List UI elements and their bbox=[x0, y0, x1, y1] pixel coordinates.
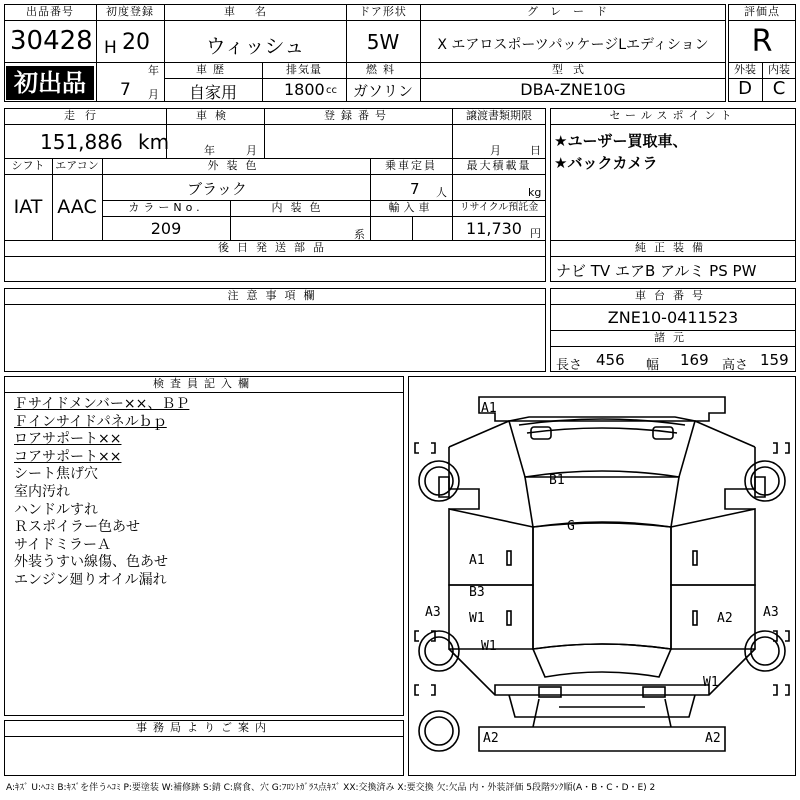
mark-a2-bottom-right: A2 bbox=[705, 731, 721, 746]
mark-a1-left: A1 bbox=[469, 553, 485, 568]
interior-color-label: 内装色 bbox=[271, 201, 329, 214]
grade-label: グレード bbox=[527, 5, 619, 18]
displacement-unit: cc bbox=[326, 85, 337, 96]
deadline-label: 譲渡書類期限 bbox=[466, 109, 532, 122]
inspection-label: 車検 bbox=[196, 109, 234, 122]
mark-b1: B1 bbox=[549, 473, 565, 488]
inspection-month-unit: 月 bbox=[246, 144, 257, 157]
capacity-label: 乗車定員 bbox=[385, 159, 437, 172]
mileage-value: 151,886 bbox=[40, 130, 123, 154]
interior-label: 内装 bbox=[768, 63, 790, 76]
capacity-value: 7 bbox=[410, 180, 420, 198]
aircon-value: AAC bbox=[57, 196, 97, 218]
car-name-label: 車名 bbox=[224, 5, 286, 18]
score-value: R bbox=[751, 24, 773, 59]
reg-year: 20 bbox=[122, 30, 150, 55]
recycle-fee: 11,730 bbox=[466, 219, 522, 238]
inspector-note: コアサポート×× bbox=[14, 448, 122, 465]
recycle-label: リサイクル預託金 bbox=[459, 202, 539, 213]
office-label: 事務局よりご案内 bbox=[136, 721, 272, 734]
reg-no-label: 登録番号 bbox=[324, 109, 392, 122]
deadline-day-unit: 日 bbox=[530, 144, 541, 157]
color-number: 209 bbox=[150, 219, 182, 238]
exterior-color-label: 外装色 bbox=[207, 159, 265, 172]
reg-month: 7 bbox=[120, 80, 131, 100]
mark-a1-top: A1 bbox=[481, 401, 497, 416]
height-label: 高さ bbox=[722, 358, 749, 373]
capacity-unit: 人 bbox=[436, 186, 447, 199]
inspector-label: 検査員記入欄 bbox=[153, 377, 255, 390]
car-history: 自家用 bbox=[188, 83, 237, 102]
era: H bbox=[104, 38, 117, 58]
first-listing-badge: 初出品 bbox=[6, 66, 94, 100]
recycle-unit: 円 bbox=[530, 227, 541, 240]
inspector-note: ハンドルすれ bbox=[14, 501, 98, 518]
exterior-color: ブラック bbox=[187, 180, 247, 198]
height-value: 159 bbox=[760, 351, 789, 369]
model-code-label: 型式 bbox=[552, 63, 594, 76]
fuel-type: ガソリン bbox=[352, 82, 413, 100]
mark-a2-right: A2 bbox=[717, 611, 733, 626]
exterior-score: D bbox=[738, 78, 752, 99]
sales-point-1: ★ユーザー買取車、 bbox=[554, 132, 688, 150]
width-value: 169 bbox=[680, 351, 709, 369]
import-label: 輸入車 bbox=[388, 201, 434, 214]
color-no-label: カラーNo. bbox=[128, 201, 204, 214]
lot-number: 30428 bbox=[10, 26, 93, 56]
deadline-month-unit: 月 bbox=[490, 144, 501, 157]
mark-w1-a: W1 bbox=[469, 611, 485, 626]
inspector-note: Ｒスポイラー色あせ bbox=[14, 519, 140, 536]
specs-label: 諸元 bbox=[654, 331, 692, 344]
max-load-label: 最大積載量 bbox=[466, 159, 532, 172]
mark-a3-left: A3 bbox=[425, 605, 441, 620]
length-value: 456 bbox=[596, 351, 625, 369]
interior-color-unit: 系 bbox=[354, 228, 365, 241]
displacement: 1800 bbox=[284, 80, 325, 99]
interior-score: C bbox=[772, 78, 786, 99]
inspector-note: Ｆサイドメンバー××、ＢＰ bbox=[14, 396, 190, 412]
notes-label: 注意事項欄 bbox=[227, 289, 323, 302]
length-label: 長さ bbox=[556, 358, 583, 373]
car-name: ウィッシュ bbox=[205, 34, 305, 58]
chassis-number: ZNE10-0411523 bbox=[607, 308, 739, 327]
shift-label: シフト bbox=[11, 159, 45, 172]
door-type-label: ドア形状 bbox=[359, 5, 407, 18]
chassis-label: 車台番号 bbox=[635, 289, 711, 302]
mark-a2-bottom-left: A2 bbox=[483, 731, 499, 746]
door-type: 5W bbox=[366, 30, 400, 54]
car-outline-diagram bbox=[409, 377, 795, 775]
inspector-note: 室内汚れ bbox=[14, 484, 70, 500]
fuel-label: 燃料 bbox=[366, 63, 400, 76]
first-reg-label: 初度登録 bbox=[106, 5, 154, 18]
later-parts-label: 後日発送部品 bbox=[218, 241, 332, 254]
exterior-label: 外装 bbox=[734, 63, 756, 76]
inspection-year-unit: 年 bbox=[204, 144, 215, 157]
grade-value: X エアロスポーツパッケージLエディション bbox=[437, 37, 709, 53]
damage-diagram bbox=[408, 376, 796, 776]
mark-w1-b: W1 bbox=[481, 639, 497, 654]
sales-points-label: セールスポイント bbox=[609, 109, 737, 122]
mileage-label: 走行 bbox=[64, 109, 106, 122]
shift-value: IAT bbox=[13, 196, 43, 218]
inspector-note: Ｆインサイドパネルｂｐ bbox=[14, 413, 167, 430]
mark-w1-right: W1 bbox=[703, 675, 719, 690]
mark-g: G bbox=[567, 519, 575, 534]
inspector-notes-list bbox=[4, 396, 404, 696]
score-label: 評価点 bbox=[744, 5, 780, 18]
inspector-note: シート焦げ穴 bbox=[14, 466, 98, 483]
mark-a3-right: A3 bbox=[763, 605, 779, 620]
width-label: 幅 bbox=[646, 358, 660, 373]
model-code: DBA-ZNE10G bbox=[520, 80, 626, 99]
inspector-note: ロアサポート×× bbox=[14, 431, 122, 448]
history-label: 車歴 bbox=[196, 63, 230, 76]
equipment-value: ナビ TV エアB アルミ PS PW bbox=[556, 262, 757, 280]
displacement-label: 排気量 bbox=[286, 63, 322, 76]
aircon-label: エアコン bbox=[55, 159, 99, 172]
mark-b3: B3 bbox=[469, 585, 485, 600]
equipment-label: 純正装備 bbox=[635, 241, 711, 254]
load-unit: kg bbox=[528, 186, 542, 199]
lot-no-label: 出品番号 bbox=[26, 5, 74, 18]
inspector-note: サイドミラーＡ bbox=[14, 536, 112, 553]
inspector-note: エンジン廻りオイル漏れ bbox=[14, 572, 167, 588]
mileage-unit: km bbox=[138, 130, 170, 154]
year-unit: 年 bbox=[148, 64, 159, 77]
sales-point-2: ★バックカメラ bbox=[554, 154, 658, 172]
month-unit: 月 bbox=[148, 88, 159, 101]
inspector-note: 外装うすい線傷、色あせ bbox=[14, 554, 168, 571]
footer-legend: A:ｷｽﾞ U:ﾍｺﾐ B:ｷｽﾞを伴うﾍｺﾐ P:要塗装 W:補修跡 S:錆 C:腐食、穴 G:ﾌﾛﾝﾄｶﾞﾗｽ点ｷｽﾞ XX:交換済み X:要交換 欠:欠品 内・外装評価 5段階ﾗﾝｸ順(A・B・C・D・E) 2 bbox=[6, 783, 656, 793]
